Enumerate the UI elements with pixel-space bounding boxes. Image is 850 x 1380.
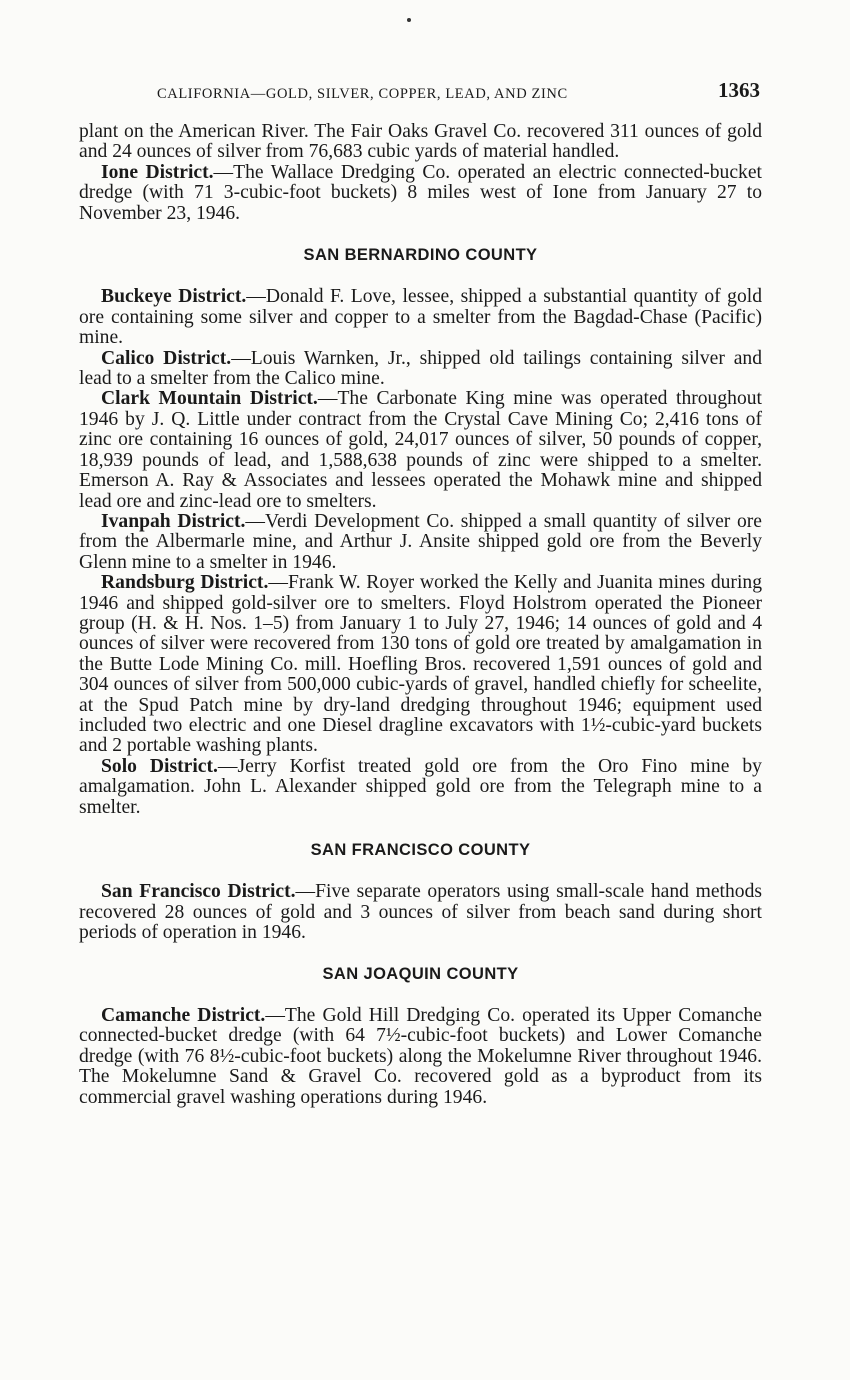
body-text bbox=[79, 122, 762, 1108]
district-name: Calico District. bbox=[101, 347, 232, 369]
district-paragraph-buckeye bbox=[79, 287, 762, 348]
running-title: CALIFORNIA—GOLD, SILVER, COPPER, LEAD, AND ZINC bbox=[157, 86, 568, 102]
district-paragraph-solo bbox=[79, 757, 762, 818]
district-text: —The Wallace Dredging Co. operated an electric connected-bucket dredge (with 71 3-cubic-foot buckets) 8 miles west of Ione from January 27 to November 23, 1946. bbox=[79, 161, 762, 224]
county-heading-san-bernardino: SAN BERNARDINO COUNTY bbox=[303, 246, 538, 265]
district-paragraph-randsburg bbox=[79, 573, 762, 757]
district-name: Camanche District. bbox=[101, 1005, 266, 1027]
county-heading-san-joaquin: SAN JOAQUIN COUNTY bbox=[322, 964, 519, 983]
district-paragraph-ione bbox=[79, 163, 762, 224]
district-text: —Verdi Development Co. shipped a small quantity of silver ore from the Albermarle mine, and Arthur J. Ansite shipped gold ore from the Beverly Glenn mine to a smelter in 1946. bbox=[79, 510, 762, 573]
district-text: —The Gold Hill Dredging Co. operated its Upper Comanche connected-bucket dredge (with 64 7½-cubic-foot buckets) and Lower Comanche dredge (with 76 8½-cubic-foot buckets) along the Mokelumne River throughout 1946. The Mokelumne Sand & Gravel Co. recovered gold as a byproduct from its commercial gravel washing operations during 1946. bbox=[79, 1005, 763, 1108]
running-head bbox=[79, 76, 762, 104]
district-name: Ione District. bbox=[101, 161, 214, 183]
district-text: —Frank W. Royer worked the Kelly and Juanita mines during 1946 and shipped gold-silver ore to smelters. Floyd Holstrom operated the Pioneer group (H. & H. Nos. 1–5) from January 1 to July 27, 1946; 14 ounces of gold and 4 ounces of silver were recovered from 130 tons of gold ore treated by amalgamation in the Butte Lode Mining Co. mill. Hoefling Bros. recovered 1,591 ounces of gold and 304 ounces of silver from 500,000 cubic-yards of gravel, handled chiefly for scheelite, at the Spud Patch mine by dry-land dredging throughout 1946; equipment used included two electric and one Diesel dragline excavators with 1½-cubic-yard buckets and 2 portable washing plants. bbox=[79, 572, 762, 757]
district-name: San Francisco District. bbox=[101, 881, 296, 903]
page-number: 1363 bbox=[718, 78, 760, 102]
print-speck bbox=[407, 18, 411, 22]
district-paragraph-ivanpah bbox=[79, 512, 762, 573]
county-heading-san-francisco: SAN FRANCISCO COUNTY bbox=[310, 841, 531, 859]
district-paragraph-calico bbox=[79, 349, 762, 390]
continuation-paragraph: plant on the American River. The Fair Oaks Gravel Co. recovered 311 ounces of gold and 24 ounces of silver from 76,683 cubic yards of material handled. bbox=[79, 121, 762, 163]
district-name: Clark Mountain District. bbox=[101, 388, 318, 410]
district-name: Ivanpah District. bbox=[101, 510, 246, 532]
district-paragraph-camanche bbox=[79, 1006, 762, 1108]
district-name: Solo District. bbox=[101, 755, 218, 777]
district-text: —Jerry Korfist treated gold ore from the Oro Fino mine by amalgamation. John L. Alexander shipped gold ore from the Telegraph mine to a smelter. bbox=[79, 755, 762, 818]
district-paragraph-clark-mountain bbox=[79, 389, 762, 511]
district-name: Buckeye District. bbox=[101, 286, 247, 308]
district-text: —Louis Warnken, Jr., shipped old tailings containing silver and lead to a smelter from the Calico mine. bbox=[79, 347, 762, 390]
district-paragraph-san-francisco bbox=[79, 882, 762, 943]
district-name: Randsburg District. bbox=[101, 572, 269, 594]
district-text: —Donald F. Love, lessee, shipped a substantial quantity of gold ore containing some silver and copper to a smelter from the Bagdad-Chase (Pacific) mine. bbox=[79, 286, 762, 349]
district-text: —Five separate operators using small-scale hand methods recovered 28 ounces of gold and 3 ounces of silver from beach sand during short periods of operation in 1946. bbox=[79, 881, 762, 944]
district-text: —The Carbonate King mine was operated throughout 1946 by J. Q. Little under contract from the Crystal Cave Mining Co; 2,416 tons of zinc ore containing 16 ounces of gold, 24,017 ounces of silver, 50 pounds of copper, 18,939 pounds of lead, and 1,588,638 pounds of zinc were shipped to a smelter. Emerson A. Ray & Associates and lessees operated the Mohawk mine and shipped lead ore and zinc-lead ore to smelters. bbox=[79, 388, 762, 512]
